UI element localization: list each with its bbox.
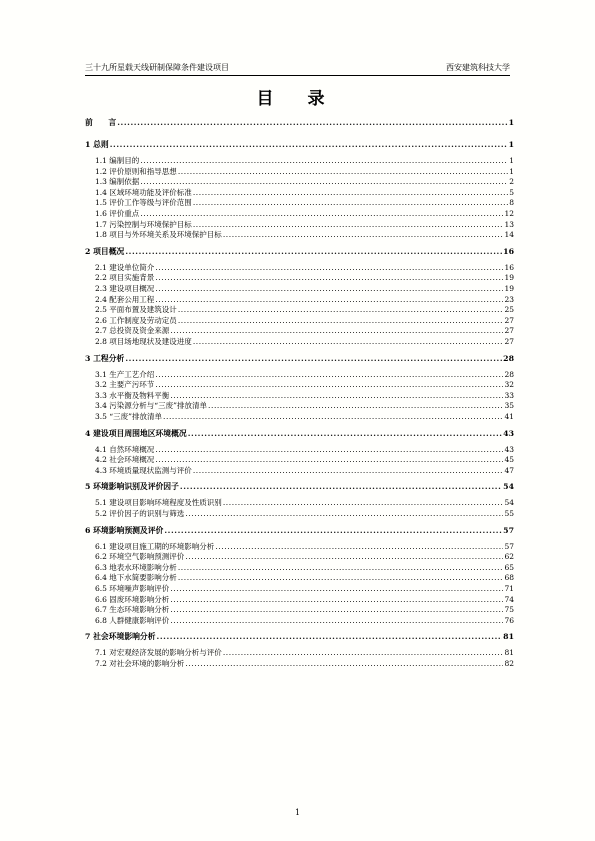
toc-entry-label: 2.5 平面布置及建筑设计 (95, 305, 177, 315)
toc-entry-page: 1 (508, 118, 514, 127)
toc-entry-page: 32 (504, 380, 514, 390)
toc-section-entry[interactable] (85, 316, 514, 326)
toc-section-entry[interactable] (85, 167, 514, 177)
toc-entry-page: 54 (504, 498, 514, 508)
toc-entry-label: 3 工程分析 (85, 353, 125, 363)
toc-section-entry[interactable] (85, 498, 514, 508)
toc-leader-dots (193, 188, 508, 198)
toc-entry-label: 1.6 评价重点 (95, 209, 140, 218)
toc-section-entry[interactable] (85, 605, 514, 615)
toc-section-entry[interactable] (85, 455, 514, 465)
toc-leader-dots (185, 552, 503, 562)
running-header (85, 62, 510, 74)
toc-section-entry[interactable] (85, 466, 514, 476)
toc-chapter-entry[interactable] (85, 482, 514, 492)
toc-entry-page: 28 (503, 353, 514, 363)
toc-section-entry[interactable] (85, 616, 514, 626)
toc-entry-page: 2 (509, 177, 514, 187)
toc-entry-page: 47 (504, 465, 514, 475)
toc-entry-page: 45 (504, 455, 514, 465)
toc-section-entry[interactable] (85, 370, 514, 380)
toc-section-entry[interactable] (85, 273, 514, 283)
toc-entry-label: 6.7 生态环境影响分析 (95, 605, 170, 615)
toc-section-entry[interactable] (85, 573, 514, 583)
toc-entry-label: 4.3 环境质量现状监测与评价 (95, 465, 192, 475)
toc-entry-label: 1.8 项目与外环境关系及环境保护目标 (95, 230, 222, 240)
toc-entry-page: 43 (503, 428, 514, 438)
toc-leader-dots (155, 263, 503, 273)
toc-entry-label: 2.8 项目场地现状及建设进度 (95, 337, 192, 346)
toc-entry-label: 3.2 主要产污环节 (95, 380, 155, 390)
toc-entry-label: 6.1 建设项目施工期的环境影响分析 (95, 541, 215, 551)
toc-section-entry[interactable] (85, 401, 514, 411)
toc-section-entry[interactable] (85, 209, 514, 219)
toc-entry-page: 76 (504, 615, 514, 625)
toc-leader-dots (110, 140, 508, 150)
toc-entry-page: 54 (503, 482, 514, 492)
toc-entry-label: 2.1 建设单位简介 (95, 262, 155, 272)
toc-entry-label: 2.2 项目实施背景 (95, 273, 155, 283)
toc-entry-label: 1.7 污染控制与环境保护目标 (95, 219, 192, 229)
toc-entry-page: 1 (508, 140, 514, 149)
toc-entry-label: 2.7 总投资及资金来源 (95, 326, 170, 336)
toc-chapter-entry[interactable] (85, 526, 514, 536)
toc-entry-page: 12 (504, 209, 514, 218)
toc-leader-dots (125, 354, 502, 364)
toc-leader-dots (164, 526, 502, 536)
toc-entry-page: 16 (504, 262, 514, 272)
toc-leader-dots (193, 466, 504, 476)
toc-entry-page: 33 (504, 390, 514, 400)
toc-leader-dots (208, 401, 503, 411)
toc-chapter-entry[interactable] (85, 140, 514, 150)
toc-leader-dots (155, 295, 503, 305)
toc-entry-label: 7.1 对宏观经济发展的影响分析与评价 (95, 648, 222, 658)
toc-entry-label: 1.3 编制依据 (95, 177, 140, 187)
toc-entry-page: 81 (503, 632, 514, 642)
toc-entry-label: 2.4 配套公用工程 (95, 294, 155, 304)
toc-leader-dots (188, 429, 502, 439)
toc-leader-dots (215, 542, 503, 552)
toc-entry-label: 4.1 自然环境概况 (95, 444, 155, 454)
toc-leader-dots (193, 220, 504, 230)
toc-entry-page: 27 (504, 326, 514, 336)
toc-entry-page: 19 (504, 273, 514, 283)
toc-entry-label: 1.4 区域环境功能及评价标准 (95, 187, 192, 197)
toc-leader-dots (178, 305, 504, 315)
toc-leader-dots (193, 198, 508, 208)
toc-entry-page: 23 (504, 294, 514, 304)
toc-entry-page: 25 (504, 305, 514, 315)
toc-leader-dots (223, 230, 504, 240)
toc-entry-label: 3.4 污染源分析与“三废”排放清单 (95, 401, 207, 411)
toc-leader-dots (157, 632, 503, 642)
toc-entry-page: 1 (509, 156, 514, 165)
toc-entry-label: 1.2 评价原则和指导思想 (95, 166, 177, 176)
toc-entry-label: 3.5 “三废”排放清单 (95, 412, 162, 421)
toc-entry-page: 35 (504, 401, 514, 411)
toc-entry-label: 2 项目概况 (85, 246, 125, 256)
toc-entry-label: 7.2 对社会环境的影响分析 (95, 659, 185, 668)
toc-entry-page: 8 (509, 198, 514, 208)
toc-section-entry[interactable] (85, 563, 514, 573)
toc-entry-label: 6.6 固废环境影响分析 (95, 594, 170, 604)
toc-entry-page: 57 (504, 541, 514, 551)
toc-leader-dots (178, 167, 508, 177)
toc-leader-dots (170, 605, 503, 615)
toc-entry-label: 5 环境影响识别及评价因子 (85, 482, 179, 492)
toc-entry-label: 4 建设项目周围地区环境概况 (85, 428, 187, 438)
toc-leader-dots (155, 455, 503, 465)
toc-entry-page: 75 (504, 605, 514, 615)
toc-section-entry[interactable] (85, 198, 514, 208)
toc-entry-page: 74 (504, 594, 514, 604)
toc-entry-label: 2.3 建设项目概况 (95, 284, 155, 293)
toc-entry-page: 57 (503, 525, 514, 535)
toc-section-entry[interactable] (85, 177, 514, 187)
toc-entry-page: 43 (504, 444, 514, 454)
toc-leader-dots (185, 509, 503, 519)
toc-leader-dots (178, 316, 504, 326)
toc-entry-label: 1.1 编制目的 (95, 156, 140, 165)
toc-chapter-entry[interactable] (85, 632, 514, 642)
toc-entry-label: 5.1 建设项目影响环境程度及性质识别 (95, 498, 222, 508)
toc-section-entry[interactable] (85, 509, 514, 519)
toc-leader-dots (155, 370, 503, 380)
toc-section-entry[interactable] (85, 337, 514, 347)
toc-leader-dots (125, 247, 502, 257)
toc-entry-label: 6.2 环境空气影响预测评价 (95, 552, 185, 562)
toc-section-entry[interactable] (85, 659, 514, 669)
toc-entry-page: 65 (504, 562, 514, 572)
toc-entry-page: 41 (504, 412, 514, 421)
toc-entry-page: 28 (504, 369, 514, 379)
toc-chapter-entry[interactable] (85, 118, 514, 128)
toc-leader-dots (178, 563, 504, 573)
toc-leader-dots (178, 573, 504, 583)
toc-section-entry[interactable] (85, 156, 514, 166)
toc-leader-dots (155, 445, 503, 455)
toc-entry-label: 6 环境影响预测及评价 (85, 525, 164, 535)
header-rule (85, 75, 510, 76)
toc-entry-page: 19 (504, 284, 514, 293)
toc-section-entry[interactable] (85, 445, 514, 455)
toc-entry-label: 7 社会环境影响分析 (85, 632, 156, 642)
toc-leader-dots (155, 380, 503, 390)
toc-leader-dots (170, 595, 503, 605)
toc-entry-label: 前 言 (85, 118, 117, 127)
toc-leader-dots (170, 326, 503, 336)
toc-section-entry[interactable] (85, 263, 514, 273)
toc-entry-page: 81 (504, 648, 514, 658)
toc-entry-page: 62 (504, 552, 514, 562)
toc-section-entry[interactable] (85, 305, 514, 315)
page-number: 1 (294, 808, 301, 817)
toc-leader-dots (170, 391, 503, 401)
toc-leader-dots (140, 177, 508, 187)
toc-leader-dots (180, 482, 502, 492)
toc-section-entry[interactable] (85, 295, 514, 305)
toc-leader-dots (223, 648, 504, 658)
toc-chapter-entry[interactable] (85, 429, 514, 439)
toc-entry-label: 5.2 评价因子的识别与筛选 (95, 509, 185, 518)
toc-leader-dots (223, 498, 504, 508)
toc-entry-label: 6.4 地下水简要影响分析 (95, 573, 177, 583)
toc-entry-label: 6.8 人群健康影响评价 (95, 615, 170, 625)
toc-section-entry[interactable] (85, 284, 514, 294)
toc-section-entry[interactable] (85, 542, 514, 552)
toc-section-entry[interactable] (85, 552, 514, 562)
toc-entry-page: 55 (504, 509, 514, 518)
toc-section-entry[interactable] (85, 326, 514, 336)
toc-entry-label: 2.6 工作制度及劳动定员 (95, 315, 177, 325)
toc-section-entry[interactable] (85, 380, 514, 390)
toc-entry-label: 3.3 水平衡及物料平衡 (95, 390, 170, 400)
toc-section-entry[interactable] (85, 391, 514, 401)
toc-section-entry[interactable] (85, 230, 514, 240)
toc-section-entry[interactable] (85, 584, 514, 594)
toc-entry-label: 6.3 地表水环境影响分析 (95, 562, 177, 572)
toc-leader-dots (170, 584, 503, 594)
toc-entry-page: 16 (503, 246, 514, 256)
toc-leader-dots (193, 337, 504, 347)
toc-entry-page: 13 (504, 219, 514, 229)
toc-entry-label: 6.5 环境噪声影响评价 (95, 584, 170, 593)
toc-entry-page: 27 (504, 315, 514, 325)
toc-section-entry[interactable] (85, 220, 514, 230)
toc-section-entry[interactable] (85, 648, 514, 658)
toc-entry-label: 3.1 生产工艺介绍 (95, 369, 155, 379)
toc-section-entry[interactable] (85, 412, 514, 422)
toc-entry-page: 68 (504, 573, 514, 583)
toc-leader-dots (140, 156, 508, 166)
toc-entry-page: 14 (504, 230, 514, 240)
toc-leader-dots (185, 659, 503, 669)
toc-entry-label: 1.5 评价工作等级与评价范围 (95, 198, 192, 208)
header-project-title: 三十九所星载天线研制保障条件建设项目 (85, 63, 229, 72)
toc-chapter-entry[interactable] (85, 247, 514, 257)
toc-entry-page: 27 (504, 337, 514, 346)
toc-entry-page: 82 (504, 659, 514, 668)
toc-entry-page: 1 (509, 166, 514, 176)
toc-entry-label: 4.2 社会环境概况 (95, 455, 155, 465)
page-title: 目 录 (256, 89, 339, 109)
toc-entry-page: 71 (504, 584, 514, 593)
toc-leader-dots (155, 284, 503, 294)
toc-entry-page: 5 (509, 187, 514, 197)
toc-entry-label: 1 总则 (85, 140, 109, 149)
toc-leader-dots (163, 412, 503, 422)
toc-section-entry[interactable] (85, 595, 514, 605)
toc-leader-dots (140, 209, 503, 219)
toc-leader-dots (170, 616, 503, 626)
toc-leader-dots (117, 118, 507, 128)
toc-leader-dots (155, 273, 503, 283)
toc-chapter-entry[interactable] (85, 354, 514, 364)
toc-section-entry[interactable] (85, 188, 514, 198)
header-institution: 西安建筑科技大学 (446, 63, 510, 72)
